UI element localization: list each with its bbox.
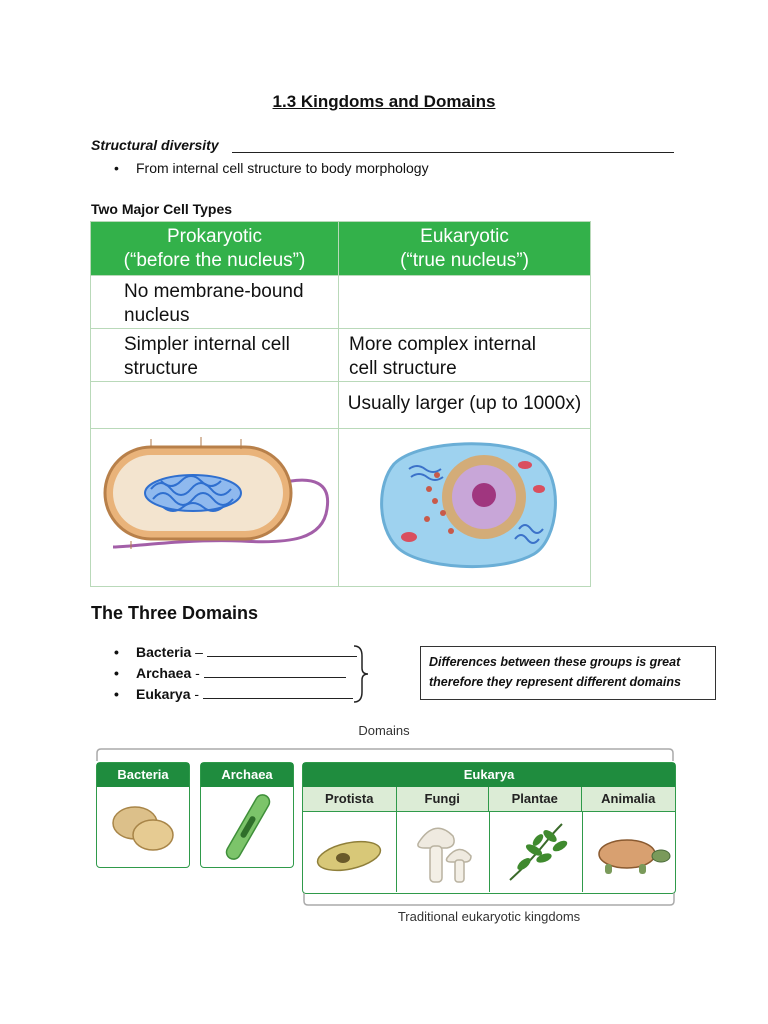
list-item [114, 686, 353, 702]
cell-types-table [90, 221, 591, 587]
cell-text: Simpler internal cell [124, 334, 290, 355]
kingdom-cell [303, 812, 397, 892]
table-cell [339, 276, 591, 329]
list-item [114, 644, 357, 660]
table-cell [339, 382, 591, 429]
table-header-row [91, 222, 591, 276]
kingdom-cell [583, 812, 677, 892]
archaea-image [201, 787, 292, 865]
eukarya-box [302, 762, 676, 894]
fungi-image [397, 812, 489, 892]
table-row [91, 429, 591, 587]
prokaryotic-header [91, 222, 339, 276]
kingdoms-bracket [303, 892, 675, 908]
structural-diversity-label: Structural diversity [91, 137, 219, 153]
kingdom-cell [397, 812, 490, 892]
separator: - [190, 686, 203, 702]
cell-text: nucleus [124, 305, 190, 326]
bacteria-label: Bacteria [97, 763, 189, 787]
cell-text: Usually larger (up to 1000x) [347, 393, 582, 414]
bullet-icon: • [114, 160, 119, 176]
fill-in-line [203, 686, 353, 699]
table-row [91, 329, 591, 382]
table-row [91, 382, 591, 429]
eukarya-label: Eukarya [303, 763, 675, 787]
cell-text: No membrane-bound [124, 281, 304, 302]
fill-in-line [232, 152, 674, 153]
domain-name: Bacteria [136, 644, 192, 660]
cell-text: More complex internal [349, 334, 536, 355]
page-title: 1.3 Kingdoms and Domains [272, 92, 496, 111]
domains-bracket [96, 748, 674, 762]
note-line: Differences between these groups is great [429, 655, 681, 669]
archaea-label: Archaea [201, 763, 293, 787]
separator: - [191, 665, 204, 681]
list-item [114, 665, 346, 681]
bullet-item [114, 160, 429, 176]
eukaryotic-cell-image [339, 429, 591, 579]
eukaryotic-subtitle: (“true nucleus”) [400, 249, 529, 271]
traditional-kingdoms-label: Traditional eukaryotic kingdoms [397, 909, 581, 924]
note-line: therefore they represent different domains [429, 675, 681, 689]
table-cell [91, 429, 339, 587]
kingdom-label: Protista [303, 787, 397, 811]
kingdoms-images [303, 812, 675, 892]
table-row [91, 276, 591, 329]
protista-image [303, 812, 396, 892]
eukaryotic-header [339, 222, 591, 276]
domain-name: Eukarya [136, 686, 191, 702]
note-box [420, 646, 716, 700]
table-cell [91, 329, 339, 382]
kingdoms-header [303, 787, 675, 812]
bullet-text: From internal cell structure to body morphology [136, 160, 429, 176]
archaea-box [200, 762, 294, 868]
prokaryotic-title: Prokaryotic [166, 225, 263, 247]
animalia-image [583, 812, 677, 892]
cell-text: cell structure [349, 358, 457, 379]
eukaryotic-title: Eukaryotic [420, 225, 509, 247]
kingdom-label: Plantae [489, 787, 582, 811]
kingdom-cell [490, 812, 583, 892]
table-cell [91, 276, 339, 329]
curly-brace-icon [350, 644, 370, 704]
kingdom-label: Animalia [582, 787, 676, 811]
fill-in-line [204, 665, 346, 678]
bacteria-image [97, 787, 188, 865]
bullet-icon: • [114, 686, 119, 702]
plantae-image [490, 812, 582, 892]
cell-text: structure [124, 358, 198, 379]
three-domains-heading: The Three Domains [91, 603, 259, 623]
table-cell [339, 429, 591, 587]
table-cell [339, 329, 591, 382]
bullet-icon: • [114, 644, 119, 660]
prokaryotic-subtitle: (“before the nucleus”) [123, 249, 306, 271]
domains-label: Domains [358, 723, 410, 738]
cell-types-heading: Two Major Cell Types [91, 201, 233, 217]
bacteria-box [96, 762, 190, 868]
domain-name: Archaea [136, 665, 192, 681]
table-cell [91, 382, 339, 429]
fill-in-line [207, 644, 357, 657]
kingdom-label: Fungi [397, 787, 490, 811]
prokaryotic-cell-image [91, 429, 339, 579]
separator: – [191, 644, 207, 660]
bullet-icon: • [114, 665, 119, 681]
